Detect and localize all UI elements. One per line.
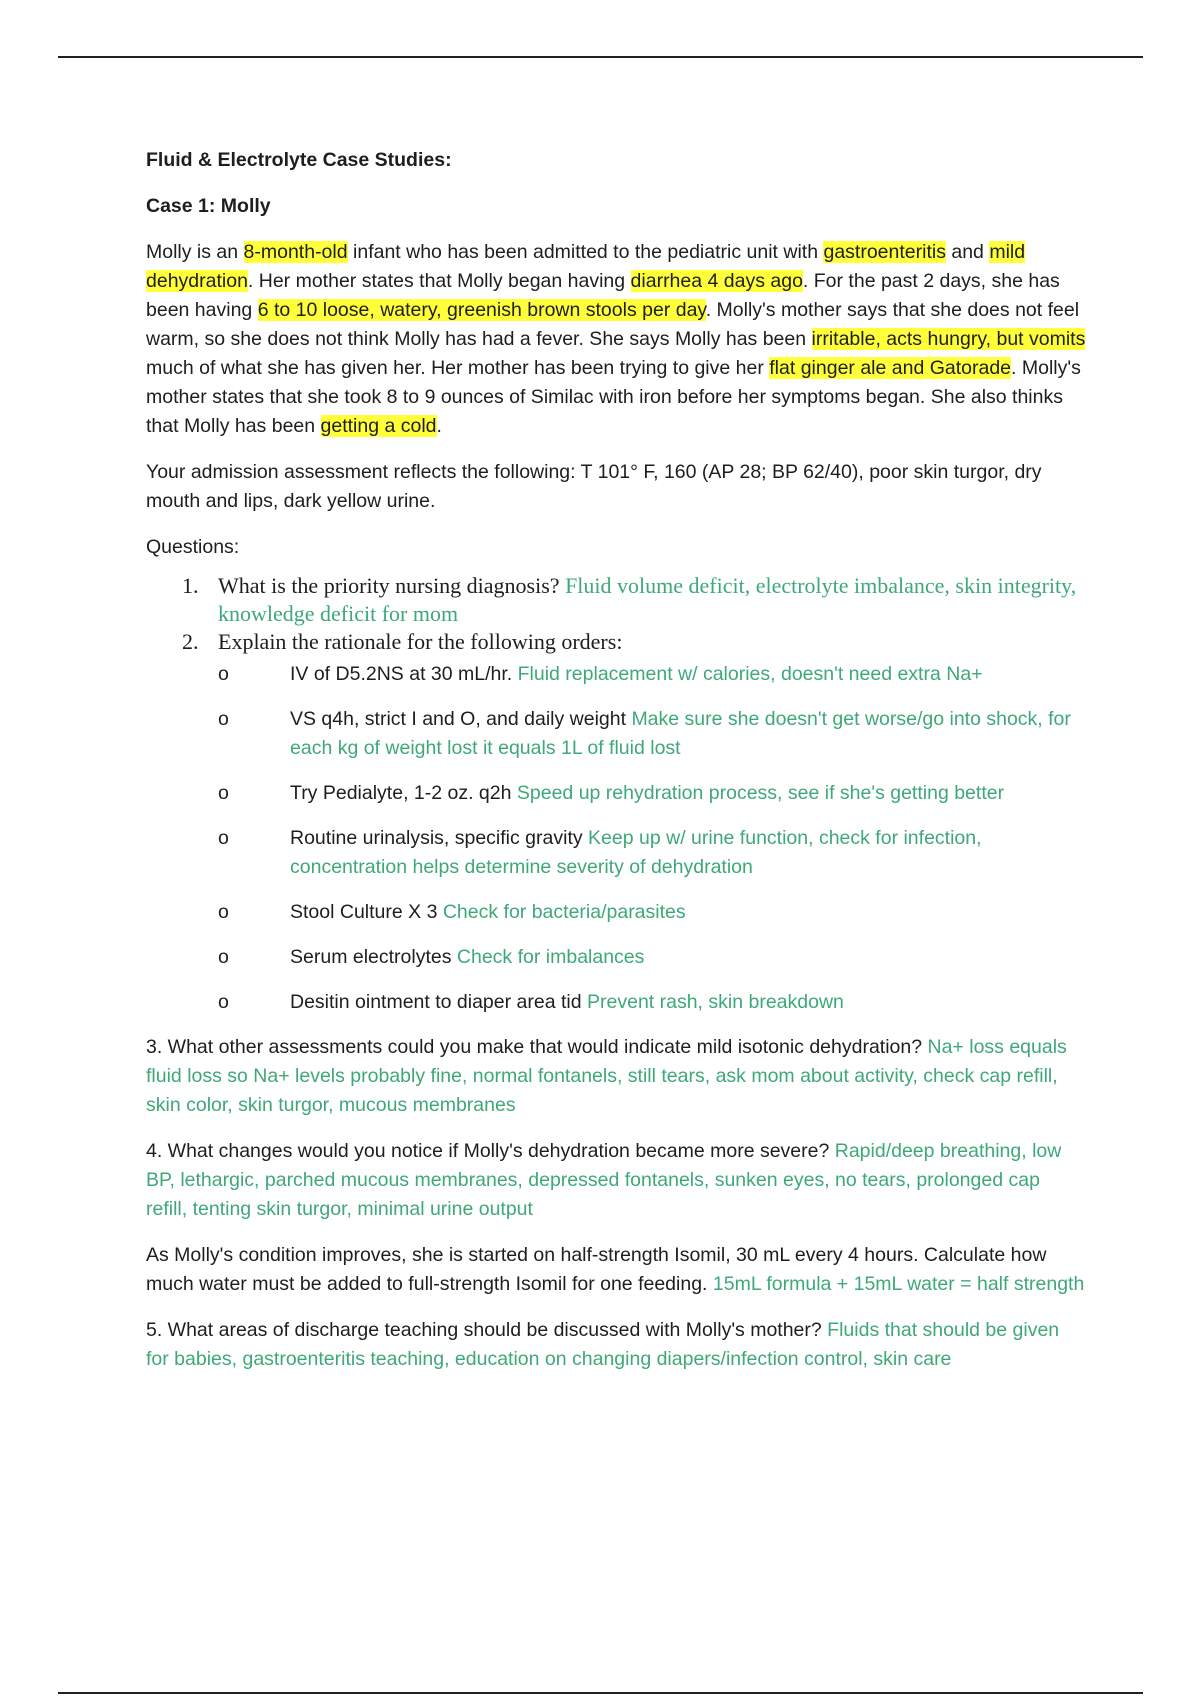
question-5	[146, 1316, 1086, 1374]
list-item	[146, 660, 1086, 689]
question-text: As Molly's condition improves, she is started on half-strength Isomil, 30 mL every 4 hours. Calculate how much water must be added to full-strength Isomil for one feeding.	[146, 1244, 1047, 1295]
bullet: o	[218, 946, 229, 968]
bullet: o	[218, 708, 229, 730]
intro-text: and	[945, 241, 990, 263]
intro-highlight: 6 to 10 loose, watery, greenish brown stools per day	[257, 299, 706, 321]
list-item	[146, 824, 1086, 882]
list-item	[146, 943, 1086, 972]
answer-text: Keep up w/ urine function, check for infection, concentration helps determine severity of dehydration	[290, 827, 982, 878]
question-text: 5. What areas of discharge teaching should be discussed with Molly's mother?	[146, 1319, 828, 1341]
answer-text: Fluid volume deficit, electrolyte imbalance, skin integrity, knowledge deficit for mom	[218, 573, 1077, 626]
list-item	[146, 779, 1086, 808]
intro-highlight: 8-month-old	[243, 241, 348, 263]
answer-text: Speed up rehydration process, see if she's getting better	[516, 782, 1005, 804]
answer-text: Check for imbalances	[456, 946, 645, 968]
top-rule	[58, 56, 1143, 58]
intro-highlight: flat ginger ale and Gatorade	[769, 357, 1012, 379]
question-list	[146, 572, 1086, 1017]
order-text: Desitin ointment to diaper area tid	[290, 991, 587, 1013]
order-text: Try Pedialyte, 1-2 oz. q2h	[290, 782, 517, 804]
question-number: 1.	[182, 573, 199, 598]
bullet: o	[218, 827, 229, 849]
question-text: 4. What changes would you notice if Molly's dehydration became more severe?	[146, 1140, 835, 1162]
list-item	[146, 705, 1086, 763]
answer-text: 15mL formula + 15mL water = half strength	[712, 1273, 1085, 1295]
bullet: o	[218, 901, 229, 923]
case-intro	[146, 238, 1086, 441]
intro-highlight: mild dehydration	[146, 241, 1026, 292]
question-text: 3. What other assessments could you make that would indicate mild isotonic dehydration?	[146, 1036, 928, 1058]
questions-label: Questions:	[146, 536, 240, 558]
question-3	[146, 1033, 1086, 1120]
intro-text: infant who has been admitted to the pediatric unit with	[347, 241, 824, 263]
intro-highlight: getting a cold	[320, 415, 437, 437]
intro-highlight: diarrhea 4 days ago	[630, 270, 803, 292]
case-heading: Case 1: Molly	[146, 195, 271, 217]
bottom-rule	[58, 1692, 1143, 1694]
answer-text: Na+ loss equals fluid loss so Na+ levels probably fine, normal fontanels, still tears, ask mom about activity, check cap refill, skin color, skin turgor, mucous membranes	[146, 1036, 1067, 1116]
intro-text: Molly is an	[146, 241, 244, 263]
intro-highlight: irritable, acts hungry, but vomits	[811, 328, 1086, 350]
list-item	[146, 898, 1086, 927]
question-text: Explain the rationale for the following orders:	[218, 629, 623, 654]
answer-text: Check for bacteria/parasites	[442, 901, 686, 923]
answer-text: Fluid replacement w/ calories, doesn't need extra Na+	[517, 663, 983, 685]
intro-text: . For the past 2 days, she has been having	[146, 270, 1060, 321]
answer-text: Fluids that should be given for babies, gastroenteritis teaching, education on changing diapers/infection control, skin care	[146, 1319, 1060, 1370]
order-text: IV of D5.2NS at 30 mL/hr.	[290, 663, 518, 685]
order-text: VS q4h, strict I and O, and daily weight	[290, 708, 632, 730]
question-4	[146, 1137, 1086, 1224]
order-text: Routine urinalysis, specific gravity	[290, 827, 589, 849]
intro-text: . Molly's mother says that she does not feel warm, so she does not think Molly has had a fever. She says Molly has been	[146, 299, 1080, 350]
bullet: o	[218, 991, 229, 1013]
question-1	[146, 572, 1086, 628]
orders-list	[146, 660, 1086, 1017]
question-number: 2.	[182, 629, 199, 654]
question-text: What is the priority nursing diagnosis?	[218, 573, 566, 598]
list-item	[146, 988, 1086, 1017]
intro-text: .	[436, 415, 442, 437]
intro-highlight: gastroenteritis	[823, 241, 946, 263]
question-2	[146, 628, 1086, 1017]
bullet: o	[218, 663, 229, 685]
isomil-calculation	[146, 1241, 1086, 1299]
document-body	[146, 146, 1086, 1391]
intro-text: . Molly's mother states that she took 8 to 9 ounces of Similac with iron before her symptoms began. She also thinks that Molly has been	[146, 357, 1081, 437]
order-text: Serum electrolytes	[290, 946, 457, 968]
answer-text: Make sure she doesn't get worse/go into shock, for each kg of weight lost it equals 1L of fluid lost	[290, 708, 1071, 759]
answer-text: Rapid/deep breathing, low BP, lethargic, parched mucous membranes, depressed fontanels, sunken eyes, no tears, prolonged cap refill, tenting skin turgor, minimal urine output	[146, 1140, 1062, 1220]
document-title: Fluid & Electrolyte Case Studies:	[146, 149, 452, 171]
bullet: o	[218, 782, 229, 804]
answer-text: Prevent rash, skin breakdown	[587, 991, 844, 1013]
admission-assessment: Your admission assessment reflects the following: T 101° F, 160 (AP 28; BP 62/40), poor skin turgor, dry mouth and lips, dark yellow urine.	[146, 461, 1042, 512]
intro-text: . Her mother states that Molly began having	[247, 270, 631, 292]
intro-text: much of what she has given her. Her mother has been trying to give her	[146, 357, 770, 379]
order-text: Stool Culture X 3	[290, 901, 443, 923]
